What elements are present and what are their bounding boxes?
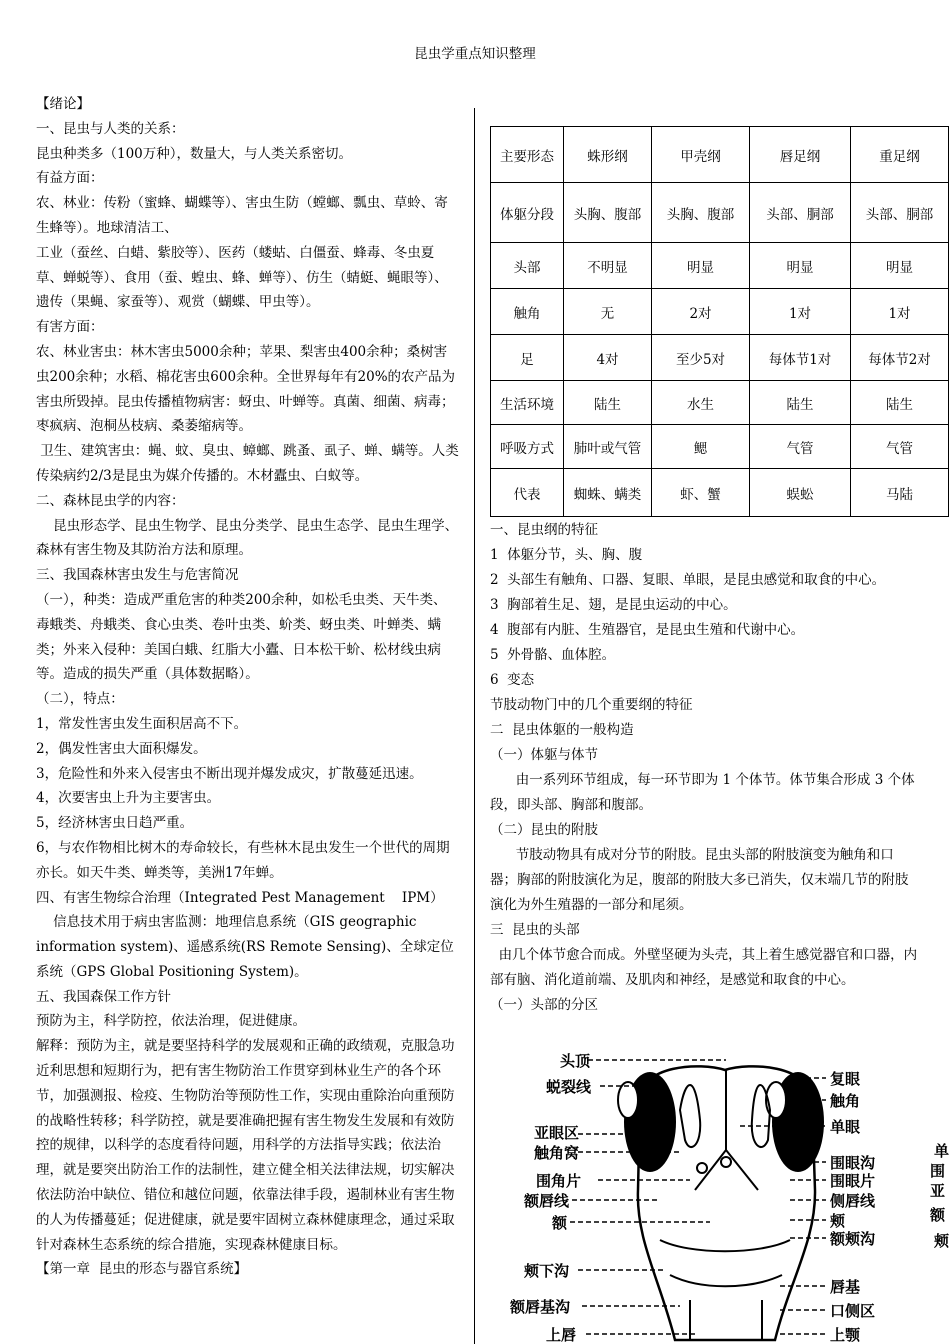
table-row [491, 243, 949, 289]
label-ocellus: 单眼 [830, 1118, 861, 1136]
label-mandible: 上颚 [830, 1326, 861, 1344]
label-vertex: 头顶 [560, 1052, 591, 1070]
table-cell: 足 [491, 335, 564, 381]
heading: 五、我国森保工作方针 [36, 988, 171, 1005]
label-ocular-suture: 围眼沟 [830, 1154, 876, 1172]
paragraph: 解释：预防为主，就是要坚持科学的发展观和正确的政绩观，克服急功近利思想和短期行为，把有害生物防治工作贯穿到林业生产的各个环节，加强测报、检疫、生物防治等预防性工作，实现由重除治向重预防的战略性转移；科学防控，就是要准确把握有害生物发生发展和有效防控的规律，以科学的态度看待问题，用科学的方法指导实践；依法治理，就是要突出防治工作的法制性，建立健全相关法律法规，切实解决依法防治中缺位、错位和越位问题，依靠法律手段，遏制林业有害生物的人为传播蔓延；促进健康，就是要牢固树立森林健康理念，通过采取针对森林生态系统的综合措施，实现森林健康目标。 [36, 1038, 455, 1253]
heading: 四、有害生物综合治理（Integrated Pest Management IPM） [36, 889, 444, 906]
table-cell: 触角 [491, 289, 564, 335]
paragraph: 昆虫形态学、昆虫生物学、昆虫分类学、昆虫生态学、昆虫生理学、森林有害生物及其防治方法和原理。 [36, 517, 459, 559]
list-item: 1 体躯分节，头、胸、腹 [490, 547, 643, 563]
table-row [491, 425, 949, 469]
label-antenna: 触角 [830, 1092, 861, 1110]
table-cell: 甲壳纲 [652, 127, 750, 183]
table-cell: 代表 [491, 469, 564, 517]
table-cell: 鳃 [652, 425, 750, 469]
label-labrum: 上唇 [546, 1326, 577, 1344]
label-frontoclypeal-suture: 额唇基沟 [510, 1298, 571, 1316]
ocellus [697, 1163, 707, 1173]
label-ocular-sclerite: 围眼片 [830, 1172, 876, 1190]
section-heading: 【第一章 昆虫的形态与器官系统】 [36, 1261, 248, 1278]
table-cell: 1对 [851, 289, 949, 335]
table-cell: 唇足纲 [750, 127, 851, 183]
paragraph: 有益方面： [36, 170, 104, 187]
label-gena: 颊 [830, 1212, 846, 1230]
frontoclypeal-suture [660, 1240, 790, 1251]
paragraph: （二），特点： [36, 691, 124, 708]
heading: （一）体躯与体节 [490, 747, 598, 763]
table-row [491, 127, 949, 183]
paragraph: 农、林业：传粉（蜜蜂、蝴蝶等）、害虫生防（螳螂、瓢虫、草蛉、寄生蜂等）。地球清洁工、 [36, 195, 448, 236]
table-cell: 不明显 [564, 243, 652, 289]
table-row [491, 289, 949, 335]
label-frons: 额 [552, 1214, 568, 1232]
table-cell: 头部、胴部 [851, 183, 949, 243]
insect-head-figure [490, 1040, 950, 1344]
table-cell: 气管 [851, 425, 949, 469]
table-cell: 主要形态 [491, 127, 564, 183]
table-cell: 明显 [750, 243, 851, 289]
heading: （二）昆虫的附肢 [490, 822, 598, 838]
section-heading: 【绪论】 [36, 96, 90, 112]
table-cell: 头部 [491, 243, 564, 289]
heading: 一、昆虫纲的特征 [490, 522, 598, 538]
table-cell: 马陆 [851, 469, 949, 517]
paragraph: 由一系列环节组成，每一环节即为 1 个体节。体节集合形成 3 个体段，即头部、胸部和腹部。 [490, 772, 915, 813]
paragraph: 信息技术用于病虫害监测：地理信息系统（GIS geographic information system)、遥感系统(RS Remote Sensing)、全球定位系统（GPS Global Positioning System)。 [36, 914, 454, 980]
list-item: 6 变态 [490, 672, 535, 688]
page-header: 昆虫学重点知识整理 [414, 46, 536, 62]
paragraph: 由几个体节愈合而成。外壁坚硬为头壳，其上着生感觉器官和口器，内部有脑、消化道前端、及肌肉和神经，是感觉和取食的中心。 [490, 947, 918, 988]
list-item: 5，经济林害虫日趋严重。 [36, 815, 194, 832]
table-cell: 蛛形纲 [564, 127, 652, 183]
label-fronto-line: 额唇线 [524, 1192, 570, 1210]
list-item: 5 外骨骼、血体腔。 [490, 647, 616, 663]
table-cell: 明显 [652, 243, 750, 289]
edge-label: 颊 [934, 1232, 950, 1250]
list-item: 4，次要害虫上升为主要害虫。 [36, 790, 221, 807]
edge-label: 亚 [930, 1182, 946, 1200]
table-cell: 蜈蚣 [750, 469, 851, 517]
table-cell: 每体节1对 [750, 335, 851, 381]
list-item: 3 胸部着生足、翅，是昆虫运动的中心。 [490, 597, 737, 613]
label-ecdysial-line: 蜕裂线 [546, 1078, 592, 1096]
heading: 一、昆虫与人类的关系： [36, 120, 185, 137]
label-antennal-socket: 触角窝 [534, 1144, 580, 1162]
list-item: 3，危险性和外来入侵害虫不断出现并爆发成灾，扩散蔓延迅速。 [36, 765, 423, 782]
paragraph: 工业（蚕丝、白蜡、紫胶等）、医药（蝼蛄、白僵蚕、蜂毒、冬虫夏草、蝉蜕等）、食用（蚕、蝗虫、蜂、蝉等）、仿生（蜻蜓、蝇眼等）、遗传（果蝇、家蚕等）、观赏（蝴蝶、甲虫等）。 [36, 244, 448, 311]
label-subgenal-suture: 颊下沟 [524, 1262, 570, 1280]
label-frontogenal-suture: 额颊沟 [830, 1230, 876, 1248]
table-cell: 气管 [750, 425, 851, 469]
paragraph: 预防为主，科学防控，依法治理，促进健康。 [36, 1013, 306, 1030]
paragraph: 节肢动物具有成对分节的附肢。昆虫头部的附肢演变为触角和口器；胸部的附肢演化为足，腹部的附肢大多已消失，仅末端几节的附肢演化为外生殖器的一部分和尾须。 [490, 847, 909, 913]
paragraph: 农、林业害虫：林木害虫5000余种；苹果、梨害虫400余种；桑树害虫200余种；水稻、棉花害虫600余种。全世界每年有20%的农产品为害虫所毁掉。昆虫传播植物病害：蚜虫、叶蝉等。真菌、细菌、病毒；枣疯病、泡桐丛枝病、桑萎缩病等。 [36, 343, 456, 435]
table-row [491, 381, 949, 425]
label-peristomal-area: 口侧区 [830, 1302, 876, 1320]
table-cell: 头胸、腹部 [564, 183, 652, 243]
list-item: 1，常发性害虫发生面积居高不下。 [36, 715, 248, 732]
table-cell: 呼吸方式 [491, 425, 564, 469]
edge-label: 围 [930, 1162, 946, 1180]
eye-highlight-left [618, 1082, 638, 1118]
table-cell: 每体节2对 [851, 335, 949, 381]
list-item: 2，偶发性害虫大面积爆发。 [36, 740, 207, 757]
column-divider [474, 108, 475, 1344]
right-text [490, 518, 920, 1018]
table-cell: 1对 [750, 289, 851, 335]
edge-label: 单 [934, 1142, 950, 1160]
paragraph: 节肢动物门中的几个重要纲的特征 [490, 697, 693, 713]
table-cell: 4对 [564, 335, 652, 381]
label-lateral-line: 侧唇线 [830, 1192, 876, 1210]
table-row [491, 469, 949, 517]
clypeus-edge [670, 1275, 782, 1286]
heading: 二 昆虫体躯的一般构造 [490, 722, 634, 738]
paragraph: 卫生、建筑害虫：蝇、蚊、臭虫、蟑螂、跳蚤、虱子、蝉、螨等。人类传染病约2/3是昆虫为媒介传播的。木材蠹虫、白蚁等。 [36, 443, 459, 484]
table-cell: 肺叶或气管 [564, 425, 652, 469]
table-cell: 体躯分段 [491, 183, 564, 243]
table-cell: 明显 [851, 243, 949, 289]
heading: 三 昆虫的头部 [490, 922, 580, 938]
list-item: 4 腹部有内脏、生殖器官，是昆虫生殖和代谢中心。 [490, 622, 805, 638]
table-cell: 无 [564, 289, 652, 335]
antenna-socket-left [680, 1085, 700, 1147]
table-cell: 蜘蛛、螨类 [564, 469, 652, 517]
table-cell: 2对 [652, 289, 750, 335]
table-cell: 生活环境 [491, 381, 564, 425]
edge-label: 额 [930, 1206, 946, 1224]
table-cell: 重足纲 [851, 127, 949, 183]
label-antennal-sclerite: 围角片 [536, 1172, 582, 1190]
paragraph: 有害方面： [36, 319, 104, 336]
left-column [36, 92, 460, 1282]
heading: 三、我国森林害虫发生与危害简况 [36, 567, 239, 584]
label-clypeus: 唇基 [830, 1278, 861, 1296]
heading: 二、森林昆虫学的内容： [36, 492, 185, 509]
table-cell: 陆生 [851, 381, 949, 425]
label-compound-eye: 复眼 [830, 1070, 861, 1088]
list-item: 6，与农作物相比树木的寿命较长，有些林木昆虫发生一个世代的周期亦长。如天牛类、蝉类等，美洲17年蝉。 [36, 839, 450, 881]
heading: （一）头部的分区 [490, 997, 598, 1013]
antenna-socket-right [752, 1085, 770, 1147]
table-cell: 头胸、腹部 [652, 183, 750, 243]
insect-head-diagram [490, 1040, 950, 1344]
right-column [490, 126, 950, 517]
paragraph: （一），种类：造成严重危害的种类200余种，如松毛虫类、天牛类、毒蛾类、舟蛾类、食心虫类、卷叶虫类、蚧类、蚜虫类、叶蝉类、螨类；外来入侵种：美国白蛾、红脂大小蠹、日本松干蚧、松材线虫病等。造成的损失严重（具体数据略）。 [36, 591, 447, 683]
table-cell: 水生 [652, 381, 750, 425]
labrum-edge [690, 1300, 762, 1340]
classification-table [490, 126, 949, 517]
label-subocular-area: 亚眼区 [534, 1124, 580, 1142]
paragraph: 昆虫种类多（100万种），数量大，与人类关系密切。 [36, 145, 353, 162]
table-cell: 至少5对 [652, 335, 750, 381]
table-row [491, 183, 949, 243]
ocellus [721, 1157, 731, 1167]
table-row [491, 335, 949, 381]
table-cell: 陆生 [564, 381, 652, 425]
table-cell: 虾、蟹 [652, 469, 750, 517]
list-item: 2 头部生有触角、口器、复眼、单眼，是昆虫感觉和取食的中心。 [490, 572, 886, 588]
table-cell: 头部、胴部 [750, 183, 851, 243]
table-cell: 陆生 [750, 381, 851, 425]
